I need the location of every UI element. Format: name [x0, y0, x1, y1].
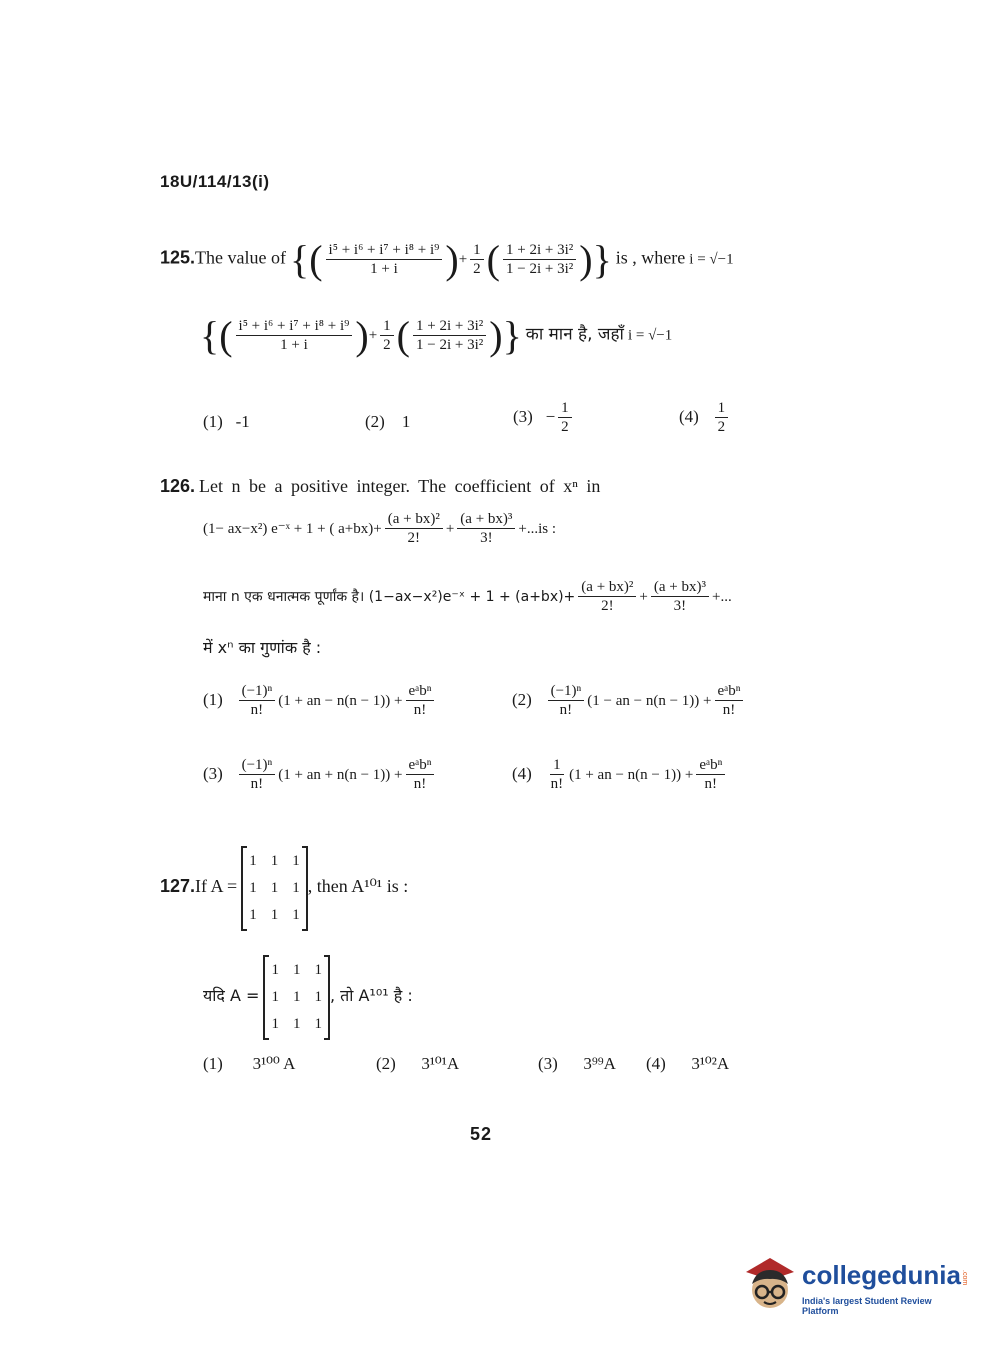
- option-label: (3): [513, 407, 533, 427]
- option-label: (2): [512, 690, 532, 710]
- denominator: 3!: [673, 598, 687, 614]
- denominator: n!: [413, 702, 427, 718]
- denominator: n!: [704, 776, 718, 792]
- brace-close: )}: [579, 237, 612, 282]
- option-fraction: [406, 756, 435, 795]
- numerator: (−1)ⁿ: [239, 682, 276, 701]
- option-2[interactable]: [512, 682, 746, 721]
- matrix-row: [249, 875, 300, 902]
- option-fraction: [715, 682, 744, 721]
- matrix-cell: 1: [270, 907, 279, 923]
- expression-end: +...: [711, 588, 732, 605]
- question-tail-hindi: , तो A¹⁰¹ है :: [329, 986, 413, 1006]
- numerator: 1: [558, 399, 572, 418]
- question-tail-hindi: का मान है, जहाँ: [525, 324, 624, 345]
- option-1[interactable]: [203, 1054, 295, 1074]
- logo-suffix: .com: [961, 1270, 968, 1286]
- question-number: 125.: [160, 247, 196, 268]
- option-fraction: [558, 399, 572, 438]
- paren-close: ): [355, 313, 369, 358]
- term-fraction: [651, 578, 709, 617]
- numerator: i⁵ + i⁶ + i⁷ + i⁸ + i⁹: [326, 241, 443, 260]
- question-tail: is , where: [615, 247, 686, 268]
- expression-end: +...is :: [518, 520, 557, 537]
- option-label: (1): [203, 690, 223, 710]
- option-fraction: [239, 756, 276, 795]
- option-4[interactable]: [679, 399, 731, 438]
- option-label: (1): [203, 1054, 223, 1073]
- paren-open: (: [486, 237, 500, 282]
- matrix-cell: 1: [292, 907, 300, 923]
- denominator: n!: [413, 776, 427, 792]
- term-fraction: [457, 510, 515, 549]
- numerator: (−1)ⁿ: [548, 682, 585, 701]
- matrix-cell: 1: [292, 989, 301, 1005]
- option-value: 3⁹⁹A: [583, 1054, 616, 1073]
- numerator: eᵃbⁿ: [696, 756, 725, 775]
- option-expression: (1 − an − n(n − 1)) +: [587, 693, 712, 710]
- numerator: (−1)ⁿ: [239, 756, 276, 775]
- matrix-cell: 1: [271, 962, 279, 978]
- option-label: (1): [203, 412, 223, 431]
- option-value: -1: [235, 412, 250, 431]
- option-value: 3¹⁰²A: [691, 1054, 730, 1073]
- matrix-a: [241, 846, 308, 931]
- paren-open: (: [396, 313, 410, 358]
- option-1[interactable]: [203, 682, 437, 721]
- matrix-row: [249, 902, 300, 929]
- denominator: 3!: [480, 530, 493, 546]
- question-number: 126.: [160, 476, 196, 496]
- matrix-cell: 1: [314, 1016, 322, 1032]
- option-sign: −: [545, 407, 556, 427]
- option-label: (2): [376, 1054, 396, 1073]
- brace-open: {(: [290, 237, 323, 282]
- matrix-row: [271, 957, 322, 984]
- numerator: 1: [715, 399, 729, 418]
- denominator: n!: [722, 702, 736, 718]
- matrix-cell: 1: [292, 1016, 301, 1032]
- numerator: eᵃbⁿ: [406, 682, 435, 701]
- option-value: 3¹⁰⁰ A: [252, 1054, 296, 1073]
- option-fraction: [239, 682, 276, 721]
- page-number: 52: [470, 1124, 493, 1144]
- numerator: 1: [380, 317, 394, 336]
- option-fraction: [548, 682, 585, 721]
- expression-start: (1− ax−x²) e⁻ˣ + 1 + ( a+bx)+: [203, 520, 382, 537]
- numerator: 1 + 2i + 3i²: [413, 317, 486, 336]
- matrix-cell: 1: [249, 880, 257, 896]
- denominator: n!: [550, 776, 564, 792]
- option-label: (4): [512, 764, 532, 784]
- fraction: [236, 317, 353, 356]
- denominator: 2!: [601, 598, 614, 614]
- question-126: [160, 476, 820, 497]
- denominator: 1 − 2i + 3i²: [506, 260, 574, 277]
- question-125-hindi: [200, 313, 800, 358]
- option-2[interactable]: [365, 412, 410, 432]
- plus-sign: +: [445, 520, 455, 537]
- option-value: 3¹⁰¹A: [421, 1054, 460, 1073]
- mascot-icon: [740, 1254, 798, 1312]
- option-label: (2): [365, 412, 385, 431]
- option-fraction: [548, 756, 567, 795]
- question-127: [160, 846, 408, 931]
- option-4[interactable]: [646, 1054, 729, 1074]
- matrix-cell: 1: [292, 962, 301, 978]
- paper-code: 18U/114/13(i): [160, 172, 270, 191]
- plus-sign: +: [458, 251, 468, 268]
- denominator: 1 + i: [280, 336, 308, 353]
- question-lead-hindi: यदि A =: [203, 986, 260, 1006]
- question-126-hindi-line2: में xⁿ का गुणांक है :: [203, 638, 322, 657]
- matrix-cell: 1: [292, 853, 300, 869]
- option-fraction: [696, 756, 725, 795]
- denominator: 1 + i: [370, 260, 398, 277]
- numerator: 1 + 2i + 3i²: [503, 241, 576, 260]
- matrix-row: [249, 848, 300, 875]
- plus-sign: +: [639, 588, 648, 605]
- matrix-row: [271, 1011, 322, 1038]
- term-fraction: [385, 510, 443, 549]
- matrix-cell: 1: [292, 880, 300, 896]
- question-lead: The value of: [195, 247, 287, 268]
- numerator: i⁵ + i⁶ + i⁷ + i⁸ + i⁹: [236, 317, 353, 336]
- denominator: n!: [250, 776, 264, 792]
- matrix-cell: 1: [270, 880, 279, 896]
- question-125: [160, 237, 810, 282]
- matrix-cell: 1: [271, 989, 279, 1005]
- plus-sign: +: [368, 327, 378, 344]
- option-expression: (1 + an − n(n − 1)) +: [569, 767, 694, 784]
- question-number: 127.: [160, 876, 196, 897]
- matrix-cell: 1: [271, 1016, 279, 1032]
- option-expression: (1 + an + n(n − 1)) +: [278, 767, 403, 784]
- fraction: [326, 241, 443, 280]
- matrix-cell: 1: [314, 962, 322, 978]
- numerator: (a + bx)²: [578, 578, 636, 597]
- denominator: 2: [383, 336, 391, 353]
- denominator: 2: [717, 419, 726, 435]
- i-definition: i = √−1: [627, 327, 673, 344]
- question-127-hindi: [203, 955, 413, 1040]
- denominator: n!: [250, 702, 264, 718]
- matrix-cell: 1: [249, 907, 257, 923]
- matrix-row: [271, 984, 322, 1011]
- option-label: (3): [203, 764, 223, 784]
- denominator: n!: [559, 702, 573, 718]
- option-expression: (1 + an − n(n − 1)) +: [278, 693, 403, 710]
- option-label: (3): [538, 1054, 558, 1073]
- option-1[interactable]: [203, 412, 250, 432]
- option-label: (4): [646, 1054, 666, 1073]
- numerator: (a + bx)³: [457, 510, 515, 529]
- option-fraction: [715, 399, 729, 438]
- paren-close: ): [445, 237, 459, 282]
- matrix-a: [263, 955, 330, 1040]
- i-definition: i = √−1: [689, 251, 734, 268]
- denominator: 2: [561, 419, 569, 435]
- question-126-expression: [203, 510, 823, 549]
- numerator: eᵃbⁿ: [715, 682, 744, 701]
- denominator: 2: [473, 260, 481, 277]
- option-value: 1: [401, 412, 411, 431]
- brace-close: )}: [489, 313, 522, 358]
- question-126-hindi: [203, 578, 823, 617]
- logo-tagline: India's largest Student Review Platform: [802, 1296, 932, 1316]
- denominator: 1 − 2i + 3i²: [415, 336, 484, 353]
- half-fraction: [470, 241, 484, 280]
- question-tail: , then A¹⁰¹ is :: [307, 876, 409, 897]
- half-fraction: [380, 317, 394, 356]
- option-label: (4): [679, 407, 699, 427]
- numerator: 1: [470, 241, 484, 260]
- term-fraction: [578, 578, 636, 617]
- brace-open: {(: [200, 313, 233, 358]
- collegedunia-logo[interactable]: [740, 1250, 970, 1320]
- numerator: eᵃbⁿ: [406, 756, 435, 775]
- inner-fraction: [413, 317, 486, 356]
- logo-wordmark: collegedunia: [802, 1260, 961, 1290]
- numerator: 1: [550, 756, 564, 775]
- option-3[interactable]: [538, 1054, 616, 1074]
- matrix-cell: 1: [314, 989, 322, 1005]
- matrix-cell: 1: [249, 853, 257, 869]
- option-2[interactable]: [376, 1054, 459, 1074]
- question-text: Let n be a positive integer. The coefficient of xⁿ in: [199, 476, 601, 496]
- option-3[interactable]: [203, 756, 437, 795]
- question-text-hindi: माना n एक धनात्मक पूर्णांक है। (1−ax−x²)e⁻ˣ + 1 + (a+bx)+: [203, 588, 576, 605]
- option-4[interactable]: [512, 756, 728, 795]
- numerator: (a + bx)²: [385, 510, 443, 529]
- option-3[interactable]: [513, 399, 575, 438]
- denominator: 2!: [407, 530, 421, 546]
- option-fraction: [406, 682, 435, 721]
- numerator: (a + bx)³: [651, 578, 709, 597]
- question-lead: If A =: [195, 876, 238, 897]
- matrix-cell: 1: [270, 853, 279, 869]
- inner-fraction: [503, 241, 576, 280]
